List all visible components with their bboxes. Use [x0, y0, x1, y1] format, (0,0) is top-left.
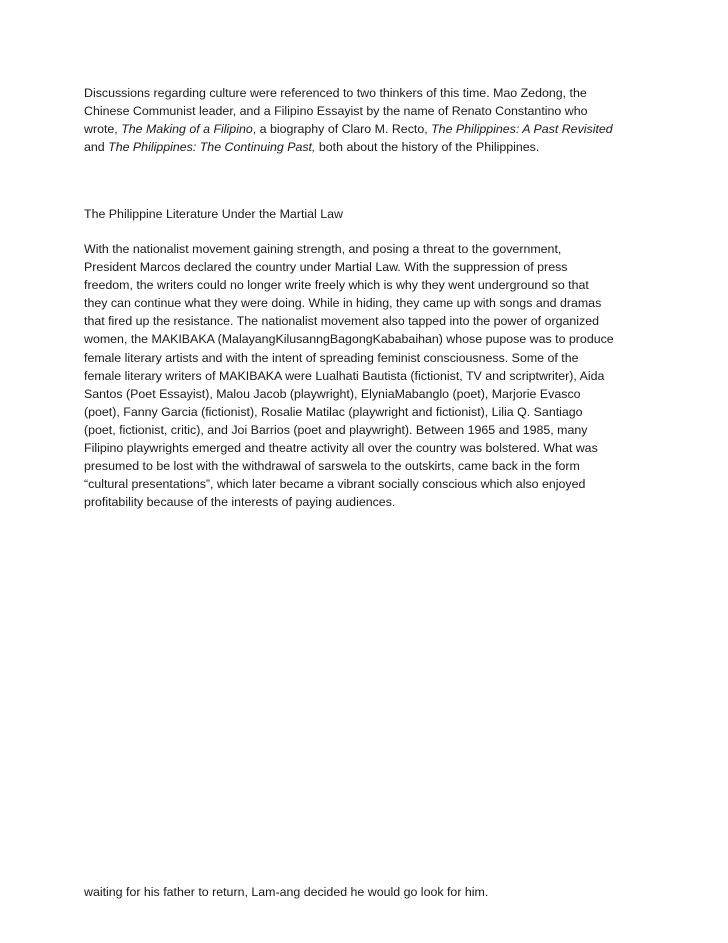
paragraph1-line: [84, 138, 654, 156]
trailing-text: waiting for his father to return, Lam-ang decided he would go look for him.: [84, 885, 489, 899]
paragraph2-line: female literary artists and with the intent of spreading feminist consciousness. Some of the: [84, 350, 579, 365]
paragraph1-line: [84, 102, 654, 120]
paragraph2-line: that fired up the resistance. The nationalist movement also tapped into the power of organized: [84, 314, 599, 329]
paragraph2-line: they can continue what they were doing. While in hiding, they came up with songs and dramas: [84, 296, 602, 311]
paragraph2-line: With the nationalist movement gaining strength, and posing a threat to the government,: [84, 242, 562, 256]
paragraph2-line: “cultural presentations”, which later became a vibrant socially conscious which also enjoyed: [84, 477, 586, 492]
text-run: wrote,: [84, 122, 122, 137]
paragraph-culture-thinkers: [84, 84, 654, 156]
paragraph2-line: Filipino playwrights emerged and theatre activity all over the country was bolstered. What was: [84, 441, 598, 456]
paragraph2-line: freedom, the writers could no longer write freely which is why they went underground so that: [84, 278, 589, 293]
paragraph2-line: (poet, fictionist, critic), and Joi Barrios (poet and playwright). Between 1965 and 1985, many: [84, 422, 588, 437]
paragraph-martial-law: [84, 240, 654, 511]
section-heading-text: The Philippine Literature Under the Martial Law: [84, 207, 343, 221]
text-run: both about the history of the Philippines.: [315, 140, 540, 155]
paragraph2-line: profitability because of the interests of paying audiences.: [84, 495, 396, 510]
paragraph1-line: [84, 84, 654, 102]
italic-title: The Making of a Filipino: [121, 122, 253, 137]
text-run: Chinese Communist leader, and a Filipino Essayist by the name of Renato Constantino who: [84, 104, 588, 119]
paragraph1-line: [84, 120, 654, 138]
paragraph2-line: female literary writers of MAKIBAKA were Lualhati Bautista (fictionist, TV and scriptwriter), Aida: [84, 368, 605, 383]
italic-title: The Philippines: The Continuing Past,: [108, 140, 316, 155]
text-run: , a biography of Claro M. Recto,: [252, 122, 432, 137]
paragraph2-line: (poet), Fanny Garcia (fictionist), Rosalie Matilac (playwright and fictionist), Lilia Q. Santiago: [84, 404, 583, 419]
text-run: Discussions regarding culture were referenced to two thinkers of this time. Mao Zedong, the: [84, 86, 587, 100]
section-heading: [84, 205, 654, 223]
trailing-text-line: [84, 883, 654, 901]
paragraph2-line: women, the MAKIBAKA (MalayangKilusanngBagongKababaihan) whose pupose was to produce: [84, 332, 614, 347]
paragraph2-line: Santos (Poet Essayist), Malou Jacob (playwright), ElyniaMabanglo (poet), Marjorie Evasco: [84, 386, 581, 401]
paragraph2-line: President Marcos declared the country under Martial Law. With the suppression of press: [84, 260, 568, 275]
text-run: and: [84, 140, 109, 155]
paragraph2-line: presumed to be lost with the withdrawal of sarswela to the outskirts, came back in the form: [84, 459, 580, 474]
italic-title: The Philippines: A Past Revisited: [431, 122, 613, 137]
